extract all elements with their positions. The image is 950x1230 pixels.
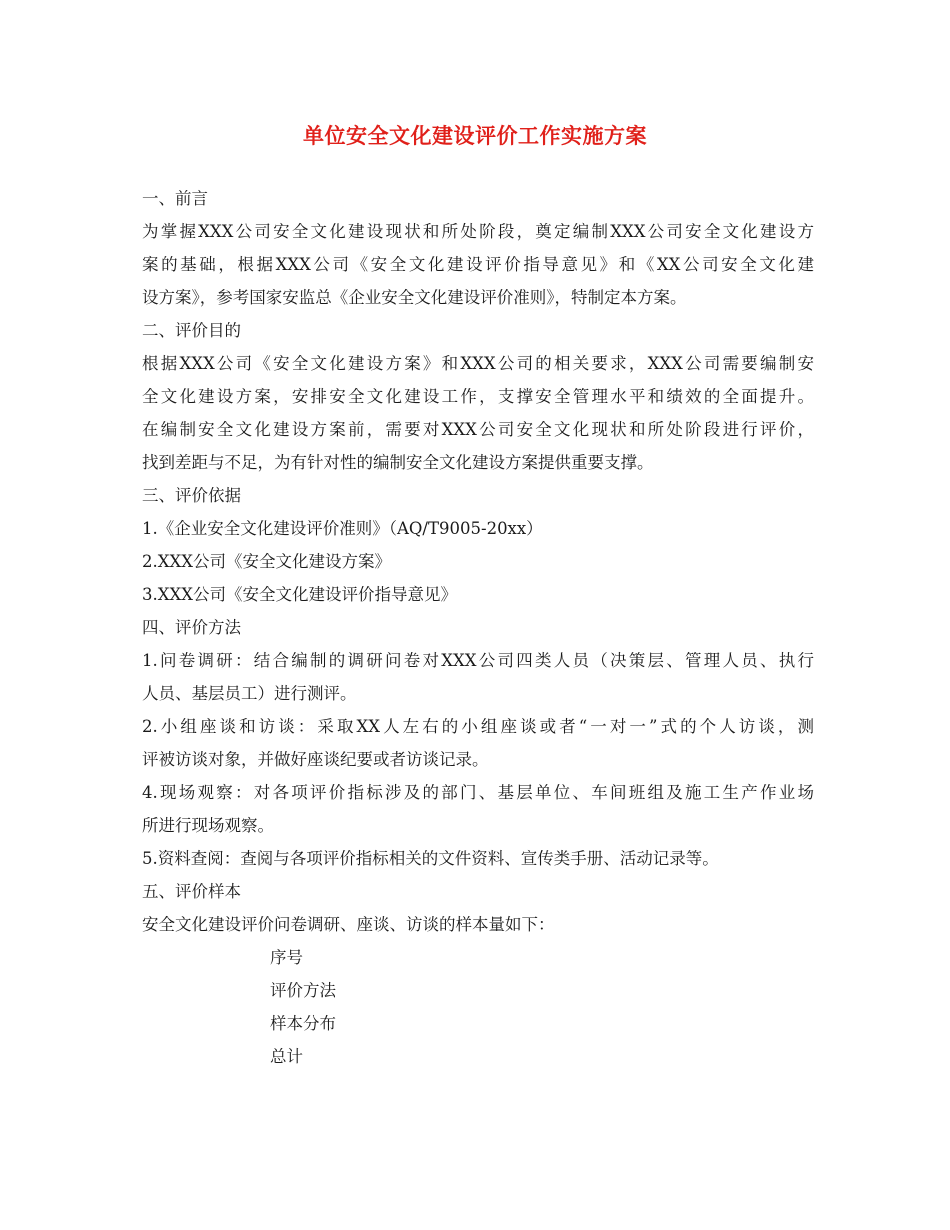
body-line: 安全文化建设评价问卷调研、座谈、访谈的样本量如下：: [142, 915, 555, 934]
body-line: 二、评价目的: [142, 321, 241, 340]
body-line: 评被访谈对象，并做好座谈纪要或者访谈记录。: [142, 750, 489, 769]
body-line: 在编制安全文化建设方案前，需要对XXX公司安全文化现状和所处阶段进行评价，: [142, 420, 814, 439]
sample-table-headers: [142, 941, 814, 1073]
body-line: 人员、基层员工）进行测评。: [142, 684, 357, 703]
document-title: 单位安全文化建设评价工作实施方案: [303, 123, 647, 148]
body-line: 案的基础，根据XXX公司《安全文化建设评价指导意见》和《XX公司安全文化建: [142, 255, 814, 274]
body-line: 四、评价方法: [142, 618, 241, 637]
body-line: 根据XXX公司《安全文化建设方案》和XXX公司的相关要求，XXX公司需要编制安: [142, 354, 814, 373]
table-header-cell: 总计: [270, 1047, 303, 1066]
body-line: 找到差距与不足，为有针对性的编制安全文化建设方案提供重要支撑。: [142, 453, 654, 472]
body-line: 全文化建设方案，安排安全文化建设工作，支撑安全管理水平和绩效的全面提升。: [142, 387, 814, 406]
body-line: 2.小组座谈和访谈：采取XX人左右的小组座谈或者“一对一”式的个人访谈，测: [142, 717, 814, 736]
document-body: [142, 182, 814, 1073]
body-line: 设方案》，参考国家安监总《企业安全文化建设评价准则》，特制定本方案。: [142, 288, 687, 307]
table-header-cell: 样本分布: [270, 1014, 336, 1033]
body-line: 五、评价样本: [142, 882, 241, 901]
body-line: 所进行现场观察。: [142, 816, 274, 835]
body-line: 1.《企业安全文化建设评价准则》（AQ/T9005-20xx）: [142, 519, 543, 538]
body-line: 3.XXX公司《安全文化建设评价指导意见》: [142, 585, 457, 604]
body-line: 5.资料查阅：查阅与各项评价指标相关的文件资料、宣传类手册、活动记录等。: [142, 849, 719, 868]
body-line: 2.XXX公司《安全文化建设方案》: [142, 552, 391, 571]
body-line: 为掌握XXX公司安全文化建设现状和所处阶段，奠定编制XXX公司安全文化建设方: [142, 222, 814, 241]
table-header-cell: 序号: [270, 948, 303, 967]
body-line: 4.现场观察：对各项评价指标涉及的部门、基层单位、车间班组及施工生产作业场: [142, 783, 814, 802]
table-header-cell: 评价方法: [270, 981, 336, 1000]
body-line: 三、评价依据: [142, 486, 241, 505]
body-line: 一、前言: [142, 189, 208, 208]
body-line: 1.问卷调研：结合编制的调研问卷对XXX公司四类人员（决策层、管理人员、执行: [142, 651, 814, 670]
